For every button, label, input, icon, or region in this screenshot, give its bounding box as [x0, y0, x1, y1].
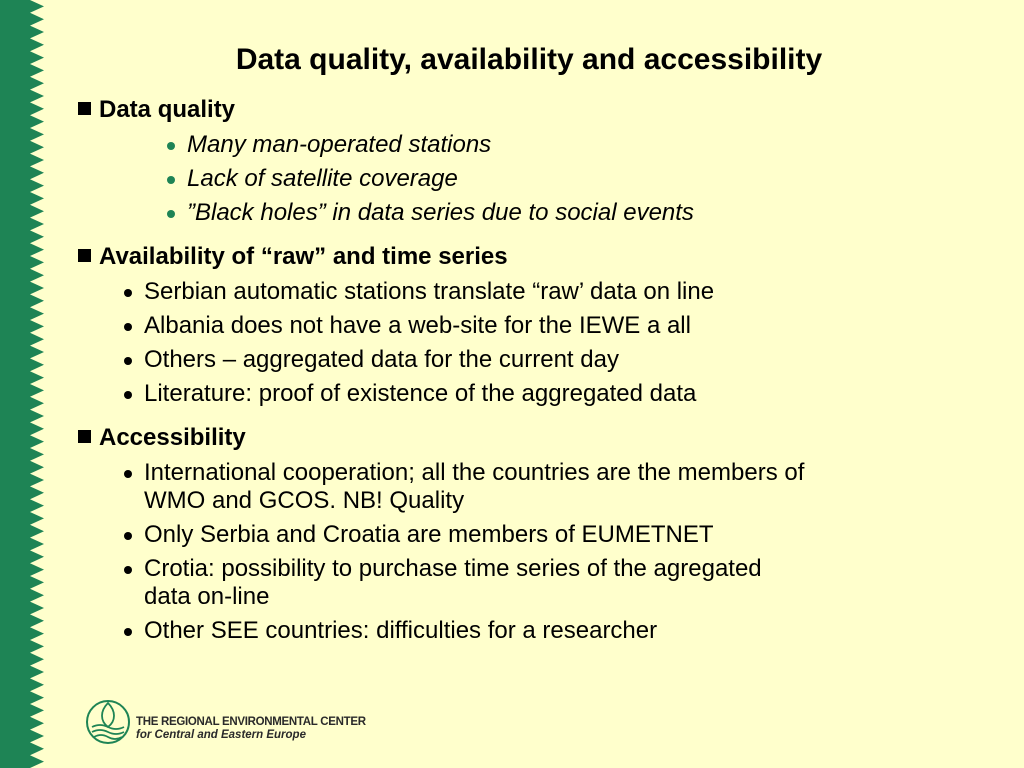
round-bullet-icon	[124, 323, 132, 331]
round-bullet-icon	[167, 210, 175, 218]
list-item	[187, 199, 694, 227]
left-zigzag-border	[0, 0, 46, 768]
list-item-text: Only Serbia and Croatia are members of EUMETNET	[144, 521, 714, 548]
section-heading-label: Data quality	[99, 96, 236, 123]
list-item	[187, 165, 458, 193]
list-item-text: Others – aggregated data for the current day	[144, 346, 619, 373]
section-heading-label: Accessibility	[99, 424, 246, 451]
section-heading-availability	[78, 242, 508, 272]
list-item	[144, 380, 696, 408]
square-bullet-icon	[78, 430, 91, 443]
round-bullet-icon	[124, 470, 132, 478]
org-name-line2: for Central and Eastern Europe	[136, 729, 306, 741]
list-item	[144, 312, 691, 340]
list-item	[187, 131, 491, 159]
section-heading-label: Availability of “raw” and time series	[99, 243, 508, 270]
list-item-text: Other SEE countries: difficulties for a researcher	[144, 617, 658, 644]
section-heading-accessibility	[78, 423, 246, 453]
list-item-text-continued: WMO and GCOS. NB! Quality	[144, 487, 465, 514]
list-item	[144, 346, 619, 374]
section-heading-data-quality	[78, 95, 235, 125]
list-item	[144, 278, 714, 306]
list-item-text: Crotia: possibility to purchase time series of the agregated	[144, 555, 762, 582]
square-bullet-icon	[78, 249, 91, 262]
list-item-text: Serbian automatic stations translate “raw’ data on line	[144, 278, 715, 305]
rec-logo-icon	[84, 697, 134, 747]
list-item-text: Literature: proof of existence of the aggregated data	[144, 380, 697, 407]
organization-name	[136, 716, 366, 742]
round-bullet-icon	[124, 391, 132, 399]
square-bullet-icon	[78, 102, 91, 115]
org-name-line1: THE REGIONAL ENVIRONMENTAL CENTER	[136, 716, 366, 728]
list-item-text: Albania does not have a web-site for the IEWE a all	[144, 312, 691, 339]
list-item	[144, 617, 657, 645]
round-bullet-icon	[167, 142, 175, 150]
round-bullet-icon	[124, 532, 132, 540]
round-bullet-icon	[124, 628, 132, 636]
list-item-text: Lack of satellite coverage	[187, 165, 458, 192]
list-item	[144, 521, 714, 549]
list-item	[144, 459, 804, 515]
round-bullet-icon	[124, 289, 132, 297]
list-item-text: International cooperation; all the countries are the members of	[144, 459, 805, 486]
list-item-text: ”Black holes” in data series due to social events	[187, 199, 694, 226]
list-item-text-continued: data on-line	[144, 583, 270, 610]
round-bullet-icon	[124, 357, 132, 365]
list-item-text: Many man-operated stations	[187, 131, 492, 158]
round-bullet-icon	[167, 176, 175, 184]
slide-title: Data quality, availability and accessibility	[235, 43, 823, 76]
list-item	[144, 555, 762, 611]
round-bullet-icon	[124, 566, 132, 574]
